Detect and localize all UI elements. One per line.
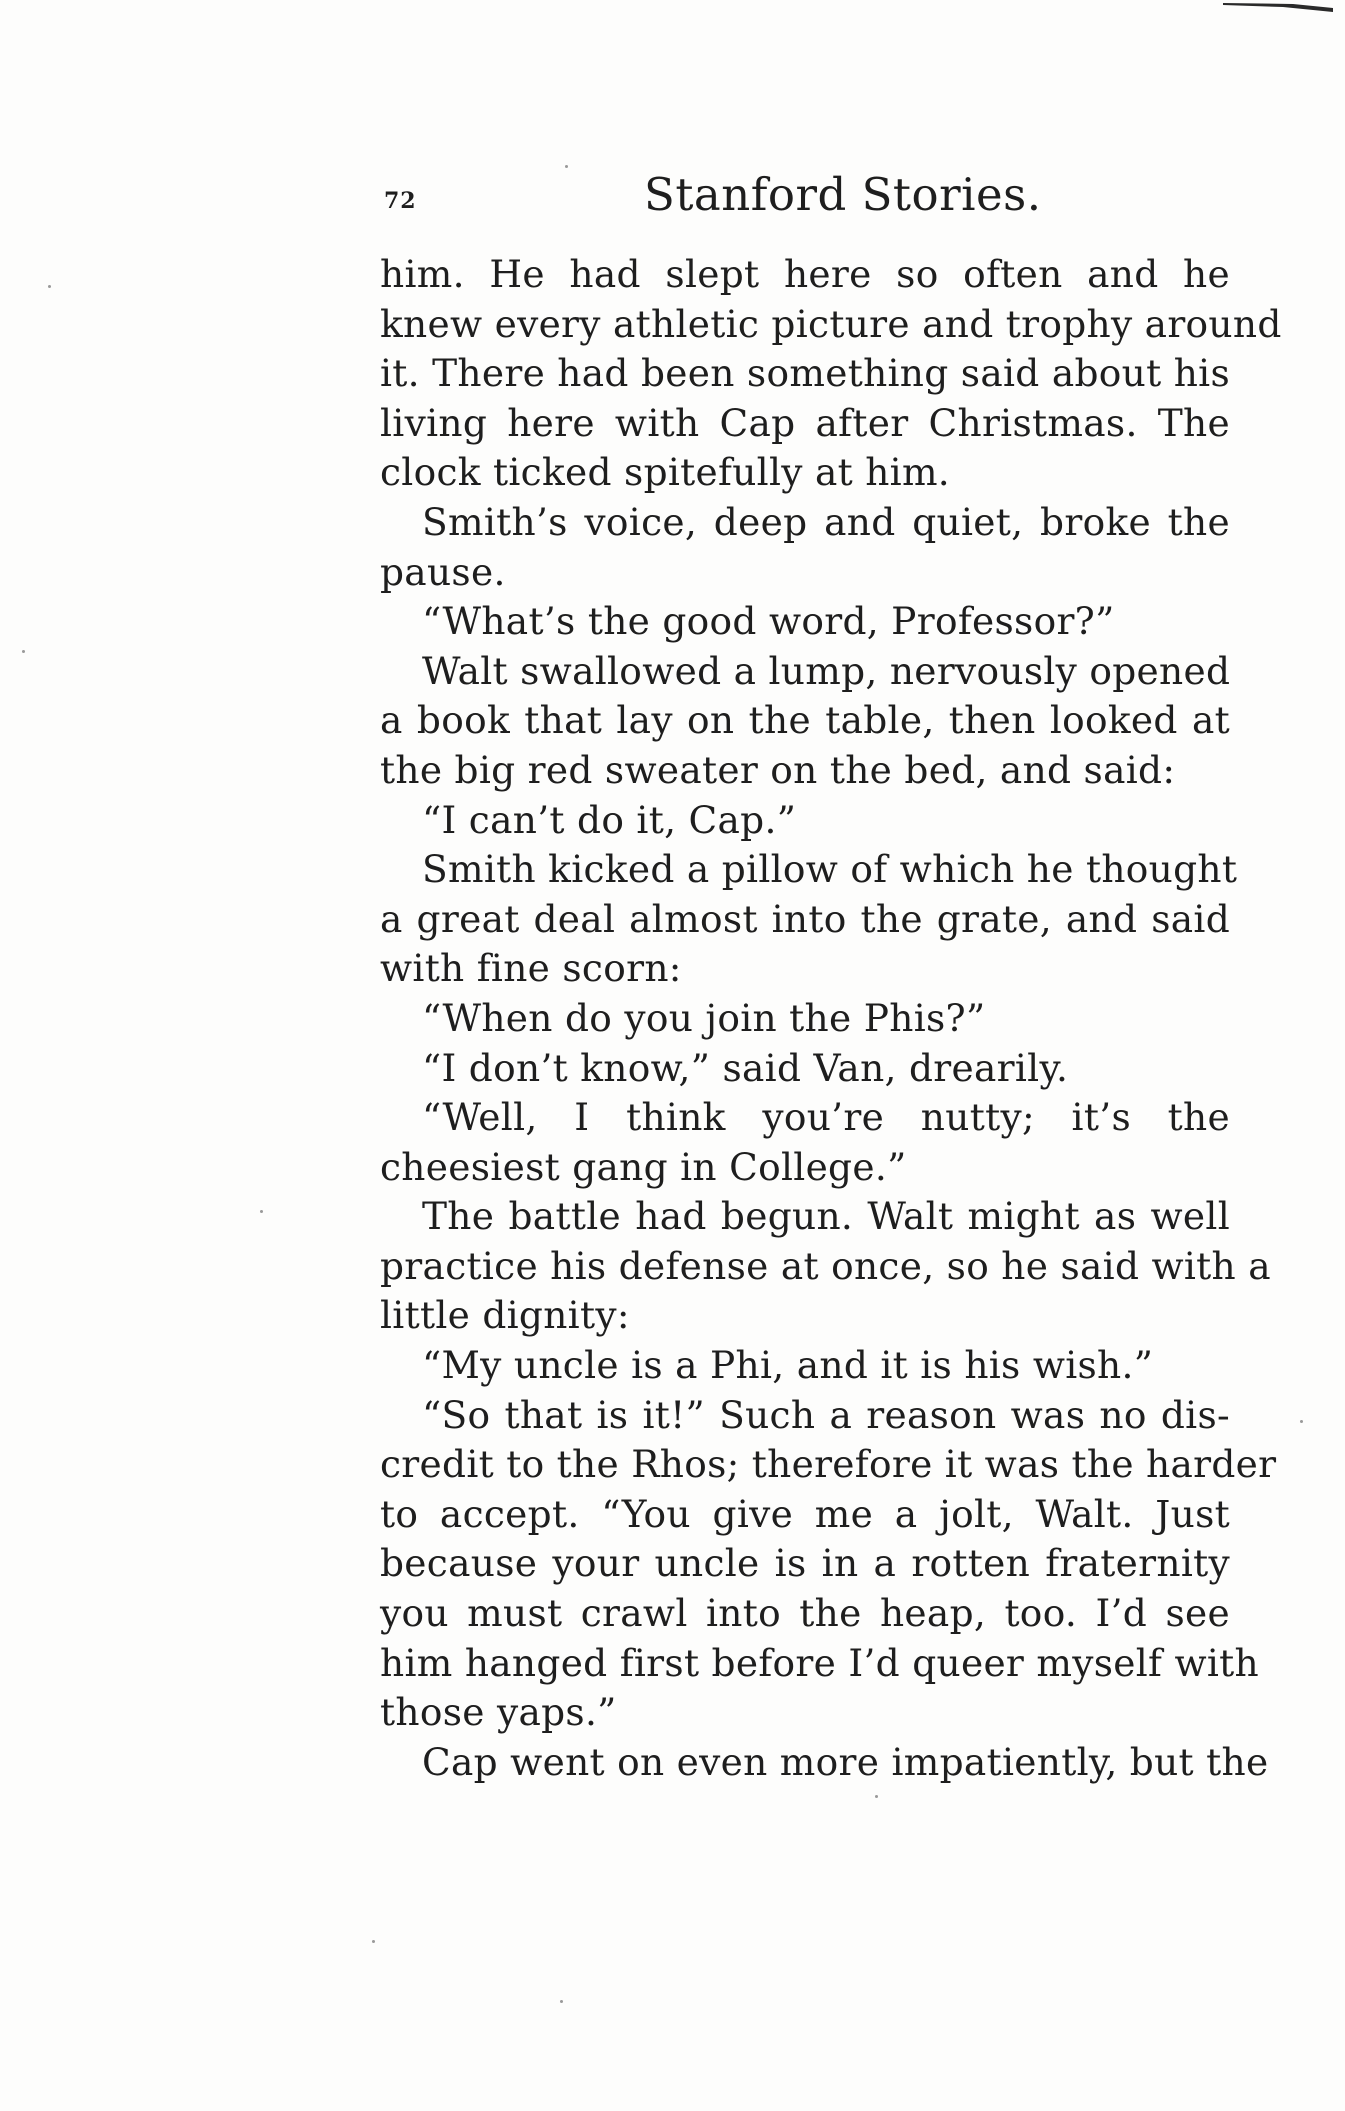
text-line: a book that lay on the table, then looked at — [380, 698, 1230, 743]
text-line: to accept. “You give me a jolt, Walt. Just — [380, 1491, 1230, 1536]
page-number: 72 — [384, 188, 417, 214]
scan-edge-mark — [1223, 0, 1333, 12]
text-line: “Well, I think you’re nutty; it’s the — [422, 1095, 1230, 1140]
text-line: the big red sweater on the bed, and said: — [380, 747, 1176, 792]
text-line: “My uncle is a Phi, and it is his wish.” — [422, 1343, 1154, 1388]
text-line: living here with Cap after Christmas. The — [380, 400, 1230, 445]
scan-speck — [22, 650, 25, 653]
scan-speck — [875, 1795, 878, 1798]
text-line: “So that is it!” Such a reason was no dis- — [422, 1392, 1230, 1437]
text-line: “I don’t know,” said Van, drearily. — [422, 1045, 1069, 1090]
scan-speck — [260, 1210, 263, 1213]
text-line: it. There had been something said about his — [380, 351, 1230, 396]
text-line: clock ticked spitefully at him. — [380, 450, 951, 495]
text-line: “When do you join the Phis?” — [422, 995, 986, 1040]
text-line: those yaps.” — [380, 1690, 617, 1735]
scan-speck — [372, 1940, 375, 1943]
body-text — [380, 250, 1282, 1787]
text-line: Walt swallowed a lump, nervously opened — [422, 648, 1231, 693]
text-line: cheesiest gang in College.” — [380, 1144, 907, 1189]
text-line: Smith kicked a pillow of which he thought — [422, 847, 1238, 892]
text-line: him. He had slept here so often and he — [380, 252, 1230, 296]
text-line: him hanged first before I’d queer myself with — [380, 1640, 1259, 1685]
text-line: credit to the Rhos; therefore it was the harder — [380, 1442, 1277, 1487]
text-line: The battle had begun. Walt might as well — [422, 1194, 1230, 1239]
text-line: you must crawl into the heap, too. I’d see — [380, 1591, 1230, 1636]
running-head — [384, 168, 1244, 228]
text-line: Smith’s voice, deep and quiet, broke the — [422, 499, 1230, 544]
text-line: with fine scorn: — [380, 946, 682, 991]
text-line: practice his defense at once, so he said with a — [380, 1243, 1271, 1288]
text-line: because your uncle is in a rotten fraternity — [380, 1541, 1230, 1586]
scan-speck — [565, 165, 568, 168]
text-line: a great deal almost into the grate, and said — [380, 896, 1230, 941]
text-line: “I can’t do it, Cap.” — [422, 797, 797, 842]
text-line: Cap went on even more impatiently, but the — [422, 1739, 1269, 1784]
text-line: knew every athletic picture and trophy around — [380, 301, 1282, 346]
text-line: pause. — [380, 549, 506, 594]
text-line: little dignity: — [380, 1293, 630, 1338]
scan-speck — [48, 285, 51, 288]
scan-speck — [560, 2000, 563, 2003]
text-line: “What’s the good word, Professor?” — [422, 599, 1115, 644]
header-title: Stanford Stories. — [644, 168, 1042, 221]
scan-speck — [1300, 1420, 1303, 1423]
